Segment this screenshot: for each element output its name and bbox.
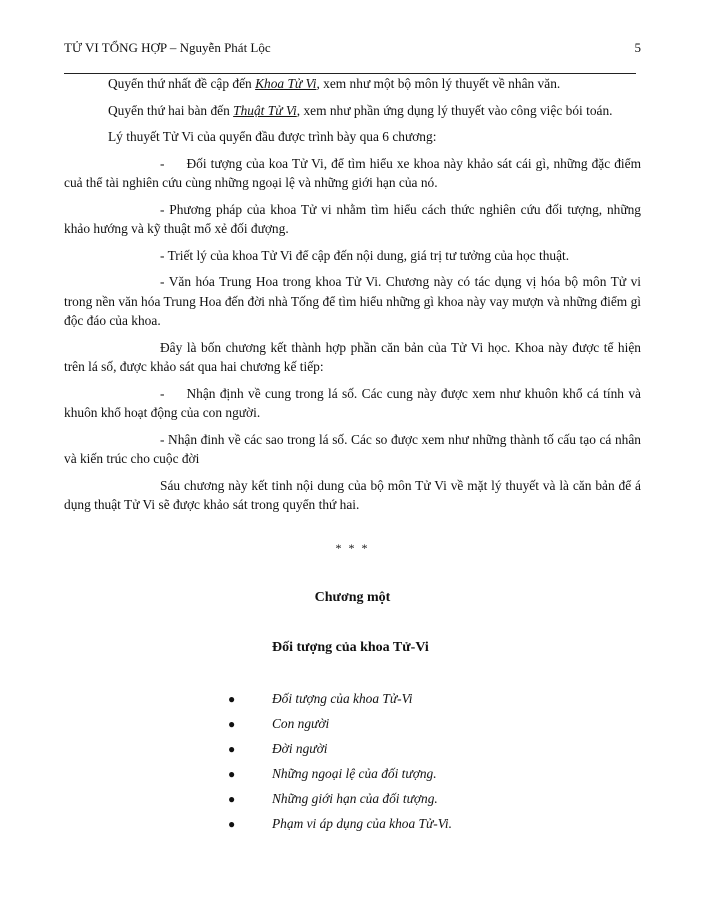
list-item — [228, 764, 452, 789]
list-item — [228, 814, 452, 839]
book-two-title: Thuật Tử Vi — [233, 102, 297, 118]
bullet-icon: ● — [228, 817, 236, 831]
outline-item-text: Những giới hạn của đối tượng. — [272, 791, 438, 806]
list-item — [228, 714, 452, 739]
paragraph-1-text-a: Quyển thứ nhất đề cập đến — [108, 76, 256, 91]
section-separator: * * * — [335, 541, 370, 555]
paragraph-2-text-b: , xem như phần ứng dụng lý thuyết vào công việc bói toán. — [296, 102, 613, 118]
paragraph-7: - Văn hóa Trung Hoa trong khoa Tử Vi. Chương này có tác dụng vị hóa bộ môn Tử vi trong nền văn hóa Trung Hoa đến đời nhà Tống để tìm hiểu những gì khoa này vay mượn và những điểm gì độc đáo của khoa. — [64, 274, 641, 328]
paragraph-2 — [64, 101, 641, 121]
bullet-icon: ● — [228, 742, 236, 756]
bullet-icon: ● — [228, 692, 236, 706]
paragraph-3: Lý thuyết Tử Vi của quyển đầu được trình bày qua 6 chương: — [108, 129, 437, 144]
outline-item-text: Con người — [272, 716, 330, 731]
book-one-title: Khoa Tử Vi — [255, 76, 317, 91]
paragraph-9 — [64, 384, 641, 423]
section-title: Đối tượng của khoa Tử-Vi — [272, 640, 429, 655]
bullet-icon: ● — [228, 767, 236, 781]
body-text — [64, 74, 641, 522]
paragraph-1 — [64, 74, 641, 94]
outline-item-text: Những ngoại lệ của đối tượng. — [272, 766, 437, 781]
list-dash: - — [160, 385, 165, 401]
outline-item-text: Đối tượng của khoa Tử-Vi — [272, 691, 413, 706]
paragraph-1-text-b: , xem như một bộ môn lý thuyết về nhân văn. — [316, 76, 561, 91]
page-number: 5 — [634, 40, 641, 55]
paragraph-9-text: Nhận định về cung trong lá số. Các cung này được xem như khuôn khổ cá tính và khuôn khổ hoạt động của con người. — [64, 385, 641, 420]
paragraph-10: - Nhận đinh về các sao trong lá số. Các so được xem như những thành tố cấu tạo cá nhân và kiến trúc cho cuộc đời — [64, 431, 641, 466]
header-title: TỬ VI TỔNG HỢP – Nguyễn Phát Lộc — [64, 40, 271, 55]
paragraph-2-text-a: Quyển thứ hai bàn đến — [108, 102, 234, 118]
paragraph-5: - Phương pháp của khoa Tử vi nhằm tìm hiểu cách thức nghiên cứu đối tượng, những khảo hướng và kỹ thuật mổ xẻ đối đượng. — [64, 201, 641, 236]
chapter-title: Chương một — [314, 590, 391, 605]
list-item — [228, 739, 452, 764]
bullet-icon: ● — [228, 717, 236, 731]
paragraph-4 — [64, 154, 641, 193]
list-item — [228, 689, 452, 714]
paragraph-4-text: Đối tượng của koa Tử Vi, để tìm hiểu xe khoa này khảo sát cái gì, những đặc điểm cuả thể tài nghiên cứu cùng những ngoại lệ và những giới hạn của nó. — [64, 155, 641, 190]
paragraph-6: - Triết lý của khoa Tử Vi để cập đến nội dung, giá trị tư tưởng của học thuật. — [160, 247, 570, 263]
chapter-outline — [228, 689, 452, 839]
list-item — [228, 789, 452, 814]
bullet-icon: ● — [228, 792, 236, 806]
paragraph-11: Sáu chương này kết tinh nội dung của bộ môn Tử Vi về mặt lý thuyết và là căn bản để á dụng thuật Tử Vi sẽ được khảo sát trong quyển thứ hai. — [64, 477, 641, 512]
paragraph-8: Đây là bốn chương kết thành hợp phần căn bản của Tử Vi học. Khoa này được tể hiện trên lá số, được khảo sát qua hai chương kế tiếp: — [64, 339, 641, 374]
outline-item-text: Phạm vi áp dụng của khoa Tử-Vi. — [272, 816, 452, 831]
list-dash: - — [160, 155, 165, 171]
page-header — [64, 40, 641, 58]
outline-item-text: Đời người — [272, 741, 328, 756]
